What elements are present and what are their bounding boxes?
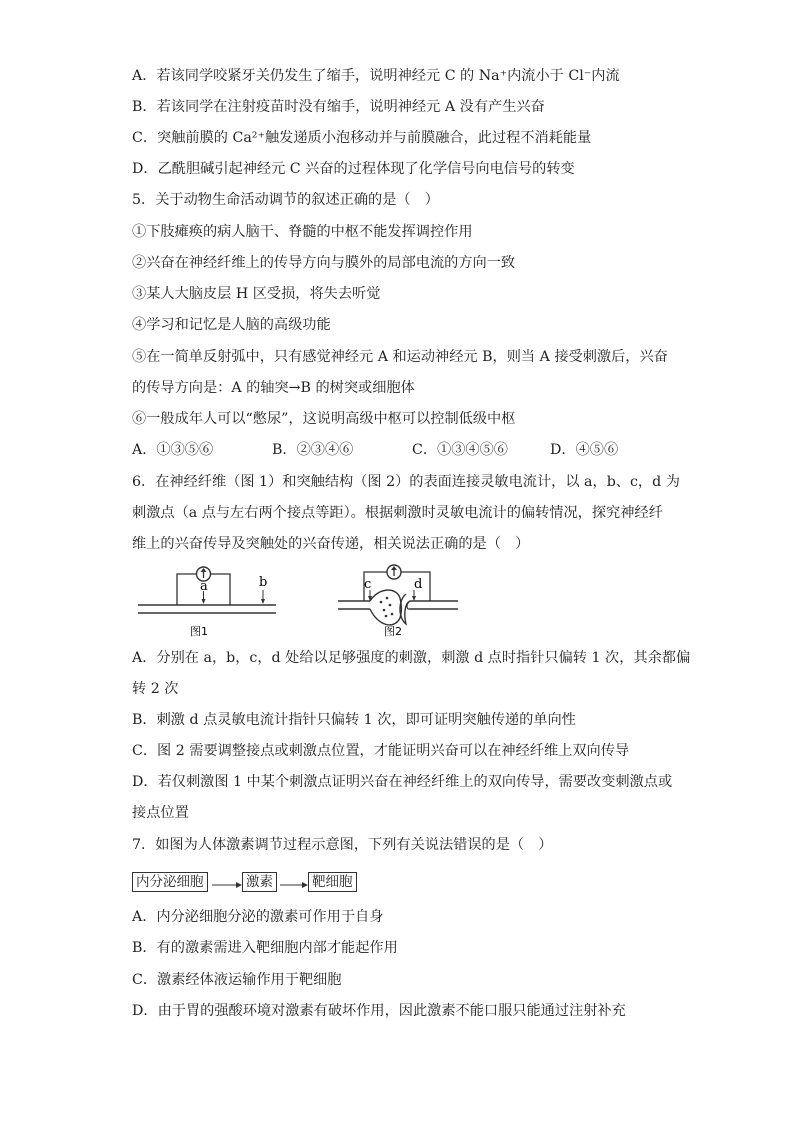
q6-stem-2: 刺激点（a 点与左右两个接点等距）。根据刺激时灵敏电流计的偏转情况，探究神经纤 (132, 505, 663, 521)
q5-option-c: C．①③④⑤⑥ (412, 442, 508, 458)
q6-option-c: C．图 2 需要调整接点或刺激点位置，才能证明兴奋可以在神经纤维上双向传导 (132, 743, 630, 759)
q6-stem-3: 维上的兴奋传导及突触处的兴奋传递，相关说法正确的是（ ） (132, 536, 530, 552)
q5-option-a: A．①③⑤⑥ (132, 442, 214, 458)
q5-statement-1: ①下肢瘫痪的病人脑干、脊髓的中枢不能发挥调控作用 (132, 224, 473, 240)
q7-option-c: C．激素经体液运输作用于靶细胞 (132, 972, 342, 988)
q4-option-b: B．若该同学在注射疫苗时没有缩手，说明神经元 A 没有产生兴奋 (132, 99, 545, 115)
q7-option-d: D．由于胃的强酸环境对激素有破坏作用，因此激素不能口服只能通过注射补充 (132, 1003, 626, 1019)
q6-option-a: A．分别在 a，b，c，d 处给以足够强度的刺激，刺激 d 点时指针只偏转 1 次，其余都偏 (132, 650, 691, 666)
figure-2-caption: 图2 (384, 625, 402, 638)
figure-1-nerve-fiber (132, 560, 282, 642)
q4-option-c: C．突触前膜的 Ca²⁺触发递质小泡移动并与前膜融合，此过程不消耗能量 (132, 130, 592, 146)
q6-option-b: B．刺激 d 点灵敏电流计指针只偏转 1 次，即可证明突触传递的单向性 (132, 712, 576, 728)
q7-stem: 7．如图为人体激素调节过程示意图，下列有关说法错误的是（ ） (132, 837, 553, 853)
q6-stem-1: 6．在神经纤维（图 1）和突触结构（图 2）的表面连接灵敏电流计，以 a，b、c，d 为 (132, 474, 680, 490)
q4-option-d: D．乙酰胆碱引起神经元 C 兴奋的过程体现了化学信号向电信号的转变 (132, 161, 575, 177)
q5-stem: 5．关于动物生命活动调节的叙述正确的是（ ） (132, 192, 439, 208)
flow-arrow-icon (212, 880, 242, 890)
flow-box-endocrine-cell: 内分泌细胞 (132, 872, 208, 892)
q7-option-a: A．内分泌细胞分泌的激素可作用于自身 (132, 909, 384, 925)
q5-statement-3: ③某人大脑皮层 H 区受损，将失去听觉 (132, 286, 381, 302)
q5-option-d: D．④⑤⑥ (550, 442, 619, 458)
figure-1-caption: 图1 (190, 625, 208, 638)
figure-2-label-d: d (414, 577, 423, 592)
q4-option-a: A．若该同学咬紧牙关仍发生了缩手，说明神经元 C 的 Na⁺内流小于 Cl⁻内流 (132, 68, 620, 84)
q6-option-d: D．若仅刺激图 1 中某个刺激点证明兴奋在神经纤维上的双向传导，需要改变刺激点或 (132, 774, 673, 790)
q5-statement-2: ②兴奋在神经纤维上的传导方向与膜外的局部电流的方向一致 (132, 255, 516, 271)
q7-option-b: B．有的激素需进入靶细胞内部才能起作用 (132, 940, 398, 956)
figure-2-synapse (334, 560, 464, 642)
flow-arrow-icon (280, 880, 308, 890)
q5-statement-5: ⑤在一简单反射弧中，只有感觉神经元 A 和运动神经元 B，则当 A 接受刺激后，兴奋 (132, 349, 668, 365)
q5-statement-6: ⑥一般成年人可以“憋尿”，这说明高级中枢可以控制低级中枢 (132, 411, 516, 427)
flow-box-target-cell: 靶细胞 (308, 872, 357, 892)
q6-option-a-cont: 转 2 次 (132, 681, 179, 697)
flow-box-hormone: 激素 (242, 872, 277, 892)
figure-2-label-c: c (364, 577, 372, 592)
q6-option-d-cont: 接点位置 (132, 805, 189, 821)
figure-1-label-b: b (259, 575, 268, 590)
q5-statement-4: ④学习和记忆是人脑的高级功能 (132, 317, 331, 333)
q5-option-b: B．②③④⑥ (272, 442, 354, 458)
q5-statement-5-cont: 的传导方向是：A 的轴突→B 的树突或细胞体 (132, 380, 415, 396)
figure-1-label-a: a (200, 579, 208, 594)
